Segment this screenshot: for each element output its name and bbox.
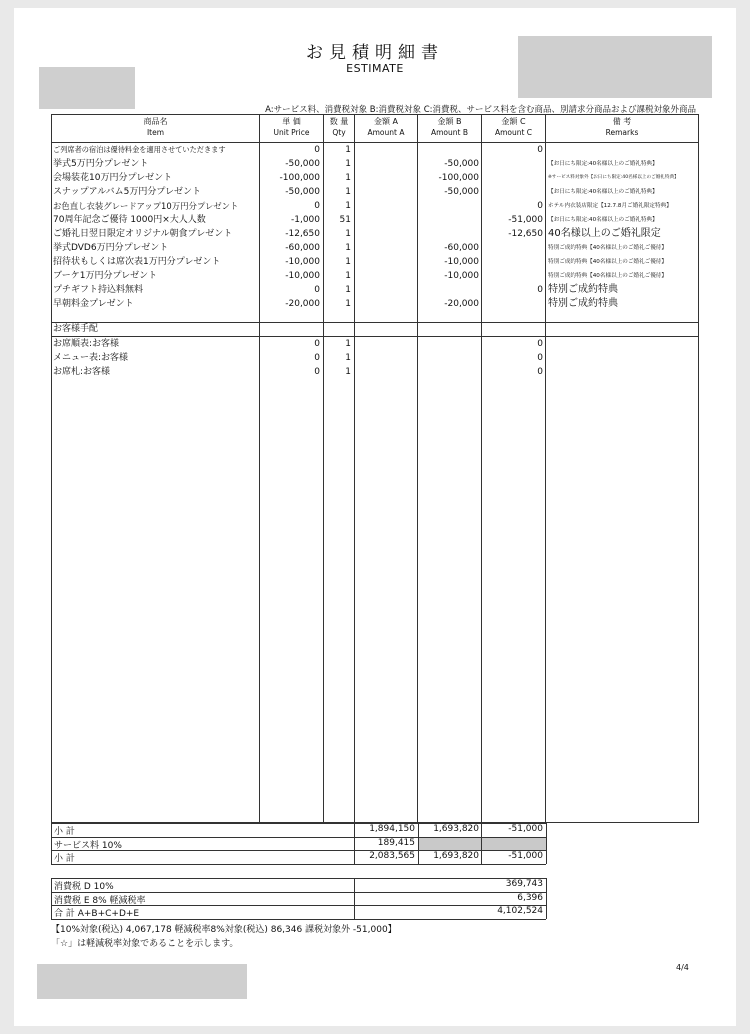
item-amount-c: 0 <box>537 145 543 155</box>
header-item: 商品名 Item <box>143 117 168 137</box>
subtotal2-amount-c: -51,000 <box>508 851 543 861</box>
service-charge-label: サービス料 10% <box>54 841 122 851</box>
item-price: -50,000 <box>285 187 320 197</box>
item-qty: 1 <box>345 299 351 309</box>
item-remarks: 【お日にち限定:40名様以上のご婚礼特典】 <box>548 161 658 167</box>
item-qty: 1 <box>345 145 351 155</box>
item-name: 会場装花10万円分プレゼント <box>53 173 173 183</box>
item-name: ご列席者の宿泊は優待料金を適用させていただきます <box>53 145 226 154</box>
item-price: 0 <box>314 285 320 295</box>
item-name: スナップアルバム5万円分プレゼント <box>53 187 202 197</box>
item-qty: 1 <box>345 187 351 197</box>
item-price: -10,000 <box>285 257 320 267</box>
service-charge-amount: 189,415 <box>377 838 415 848</box>
item-amount-c: 0 <box>537 367 543 377</box>
item-qty: 1 <box>345 243 351 253</box>
item-qty: 1 <box>345 271 351 281</box>
header-amount-c: 金額 C Amount C <box>494 117 533 137</box>
item-price: -10,000 <box>285 271 320 281</box>
item-qty: 1 <box>345 229 351 239</box>
item-amount-b: -10,000 <box>444 271 479 281</box>
tax-e-amount: 6,396 <box>517 893 543 903</box>
header-amount-b: 金額 B Amount B <box>430 117 468 137</box>
item-amount-b: -100,000 <box>438 173 479 183</box>
item-name: お色直し衣装グレードアップ10万円分プレゼント <box>53 201 239 211</box>
header-remarks: 備 考 Remarks <box>605 117 639 137</box>
item-qty: 1 <box>345 159 351 169</box>
item-name: お席札:お客様 <box>53 367 111 377</box>
item-name: 早朝料金プレゼント <box>53 299 134 309</box>
item-price: 0 <box>314 367 320 377</box>
item-qty: 1 <box>345 339 351 349</box>
item-amount-c: 0 <box>537 285 543 295</box>
item-name: 招待状もしくは席次表1万円分プレゼント <box>53 257 221 267</box>
document-title: お見積明細書 <box>306 43 444 63</box>
item-amount-c: -12,650 <box>508 229 543 239</box>
item-amount-c: 0 <box>537 339 543 349</box>
reduced-rate-note: 「☆」は軽減税率対象であることを示します。 <box>51 939 239 949</box>
header-qty: 数 量 Qty <box>329 117 349 137</box>
item-remarks: 特別ご成約特典【40名様以上のご婚礼ご優待】 <box>548 245 667 251</box>
section-title: お客様手配 <box>53 324 99 334</box>
item-price: 0 <box>314 201 320 211</box>
item-amount-c: -51,000 <box>508 215 543 225</box>
item-remarks: 特別ご成約特典【40名様以上のご婚礼ご優待】 <box>548 273 667 279</box>
header-amount-a: 金額 A Amount A <box>367 117 405 137</box>
item-price: 0 <box>314 339 320 349</box>
item-name: ご婚礼日翌日限定オリジナル朝食プレゼント <box>53 229 233 239</box>
header-unit-price: 単 価 Unit Price <box>273 117 310 137</box>
subtotal-amount-c: -51,000 <box>508 824 543 834</box>
subtotal2-amount-a: 2,083,565 <box>369 851 415 861</box>
item-remarks: ※サービス料対象外【お日にち限定:40名様以上のご婚礼特典】 <box>548 175 679 180</box>
item-remarks: 特別ご成約特典【40名様以上のご婚礼ご優待】 <box>548 259 667 265</box>
item-amount-b: -50,000 <box>444 187 479 197</box>
item-qty: 1 <box>345 285 351 295</box>
item-name: ブーケ1万円分プレゼント <box>53 271 158 281</box>
item-price: 0 <box>314 353 320 363</box>
item-remarks: 【お日にち限定:40名様以上のご婚礼特典】 <box>548 189 658 195</box>
item-amount-c: 0 <box>537 353 543 363</box>
item-amount-c: 0 <box>537 201 543 211</box>
tax-d-label: 消費税 D 10% <box>54 882 114 892</box>
item-price: -50,000 <box>285 159 320 169</box>
item-amount-b: -10,000 <box>444 257 479 267</box>
item-price: -1,000 <box>290 215 320 225</box>
item-remarks: 特別ご成約特典 <box>548 298 618 309</box>
page-number: 4/4 <box>676 963 689 972</box>
item-name: プチギフト持込料無料 <box>53 285 144 295</box>
tax-d-amount: 369,743 <box>505 879 543 889</box>
document-subtitle: ESTIMATE <box>346 62 404 75</box>
tax-e-label: 消費税 E 8% 軽減税率 <box>54 896 146 906</box>
item-price: -12,650 <box>285 229 320 239</box>
redacted-block-bottom-left <box>37 964 247 999</box>
item-price: -20,000 <box>285 299 320 309</box>
item-qty: 51 <box>339 215 351 225</box>
total-amount: 4,102,524 <box>497 906 543 916</box>
item-remarks: 【お日にち限定:40名様以上のご婚礼特典】 <box>548 217 658 223</box>
item-amount-b: -50,000 <box>444 159 479 169</box>
item-amount-b: -20,000 <box>444 299 479 309</box>
subtotal-label: 小 計 <box>54 827 75 837</box>
item-price: 0 <box>314 145 320 155</box>
item-name: 70周年記念ご優待 1000円×大人人数 <box>53 215 206 225</box>
tax-summary-note: 【10%対象(税込) 4,067,178 軽減税率8%対象(税込) 86,346 課税対象外 -51,000】 <box>51 925 397 935</box>
amount-legend: A:サービス料、消費税対象 B:消費税対象 C:消費税、サービス料を含む商品、別請求分商品および課税対象外商品 <box>265 105 696 115</box>
subtotal-amount-b: 1,693,820 <box>433 824 479 834</box>
item-qty: 1 <box>345 367 351 377</box>
item-remarks: 40名様以上のご婚礼限定 <box>548 228 661 239</box>
item-remarks: ホテル内衣装店限定【12.7.8月ご婚礼限定特典】 <box>548 203 672 209</box>
item-price: -60,000 <box>285 243 320 253</box>
total-label: 合 計 A+B+C+D+E <box>54 909 140 919</box>
item-price: -100,000 <box>279 173 320 183</box>
subtotal2-label: 小 計 <box>54 854 75 864</box>
item-name: お席順表:お客様 <box>53 339 120 349</box>
subtotal-amount-a: 1,894,150 <box>369 824 415 834</box>
item-qty: 1 <box>345 201 351 211</box>
item-qty: 1 <box>345 353 351 363</box>
item-name: 挙式5万円分プレゼント <box>53 159 149 169</box>
item-remarks: 特別ご成約特典 <box>548 284 618 295</box>
subtotal2-amount-b: 1,693,820 <box>433 851 479 861</box>
item-qty: 1 <box>345 257 351 267</box>
item-name: 挙式DVD6万円分プレゼント <box>53 243 169 253</box>
item-qty: 1 <box>345 173 351 183</box>
item-name: メニュー表:お客様 <box>53 353 129 363</box>
item-amount-b: -60,000 <box>444 243 479 253</box>
